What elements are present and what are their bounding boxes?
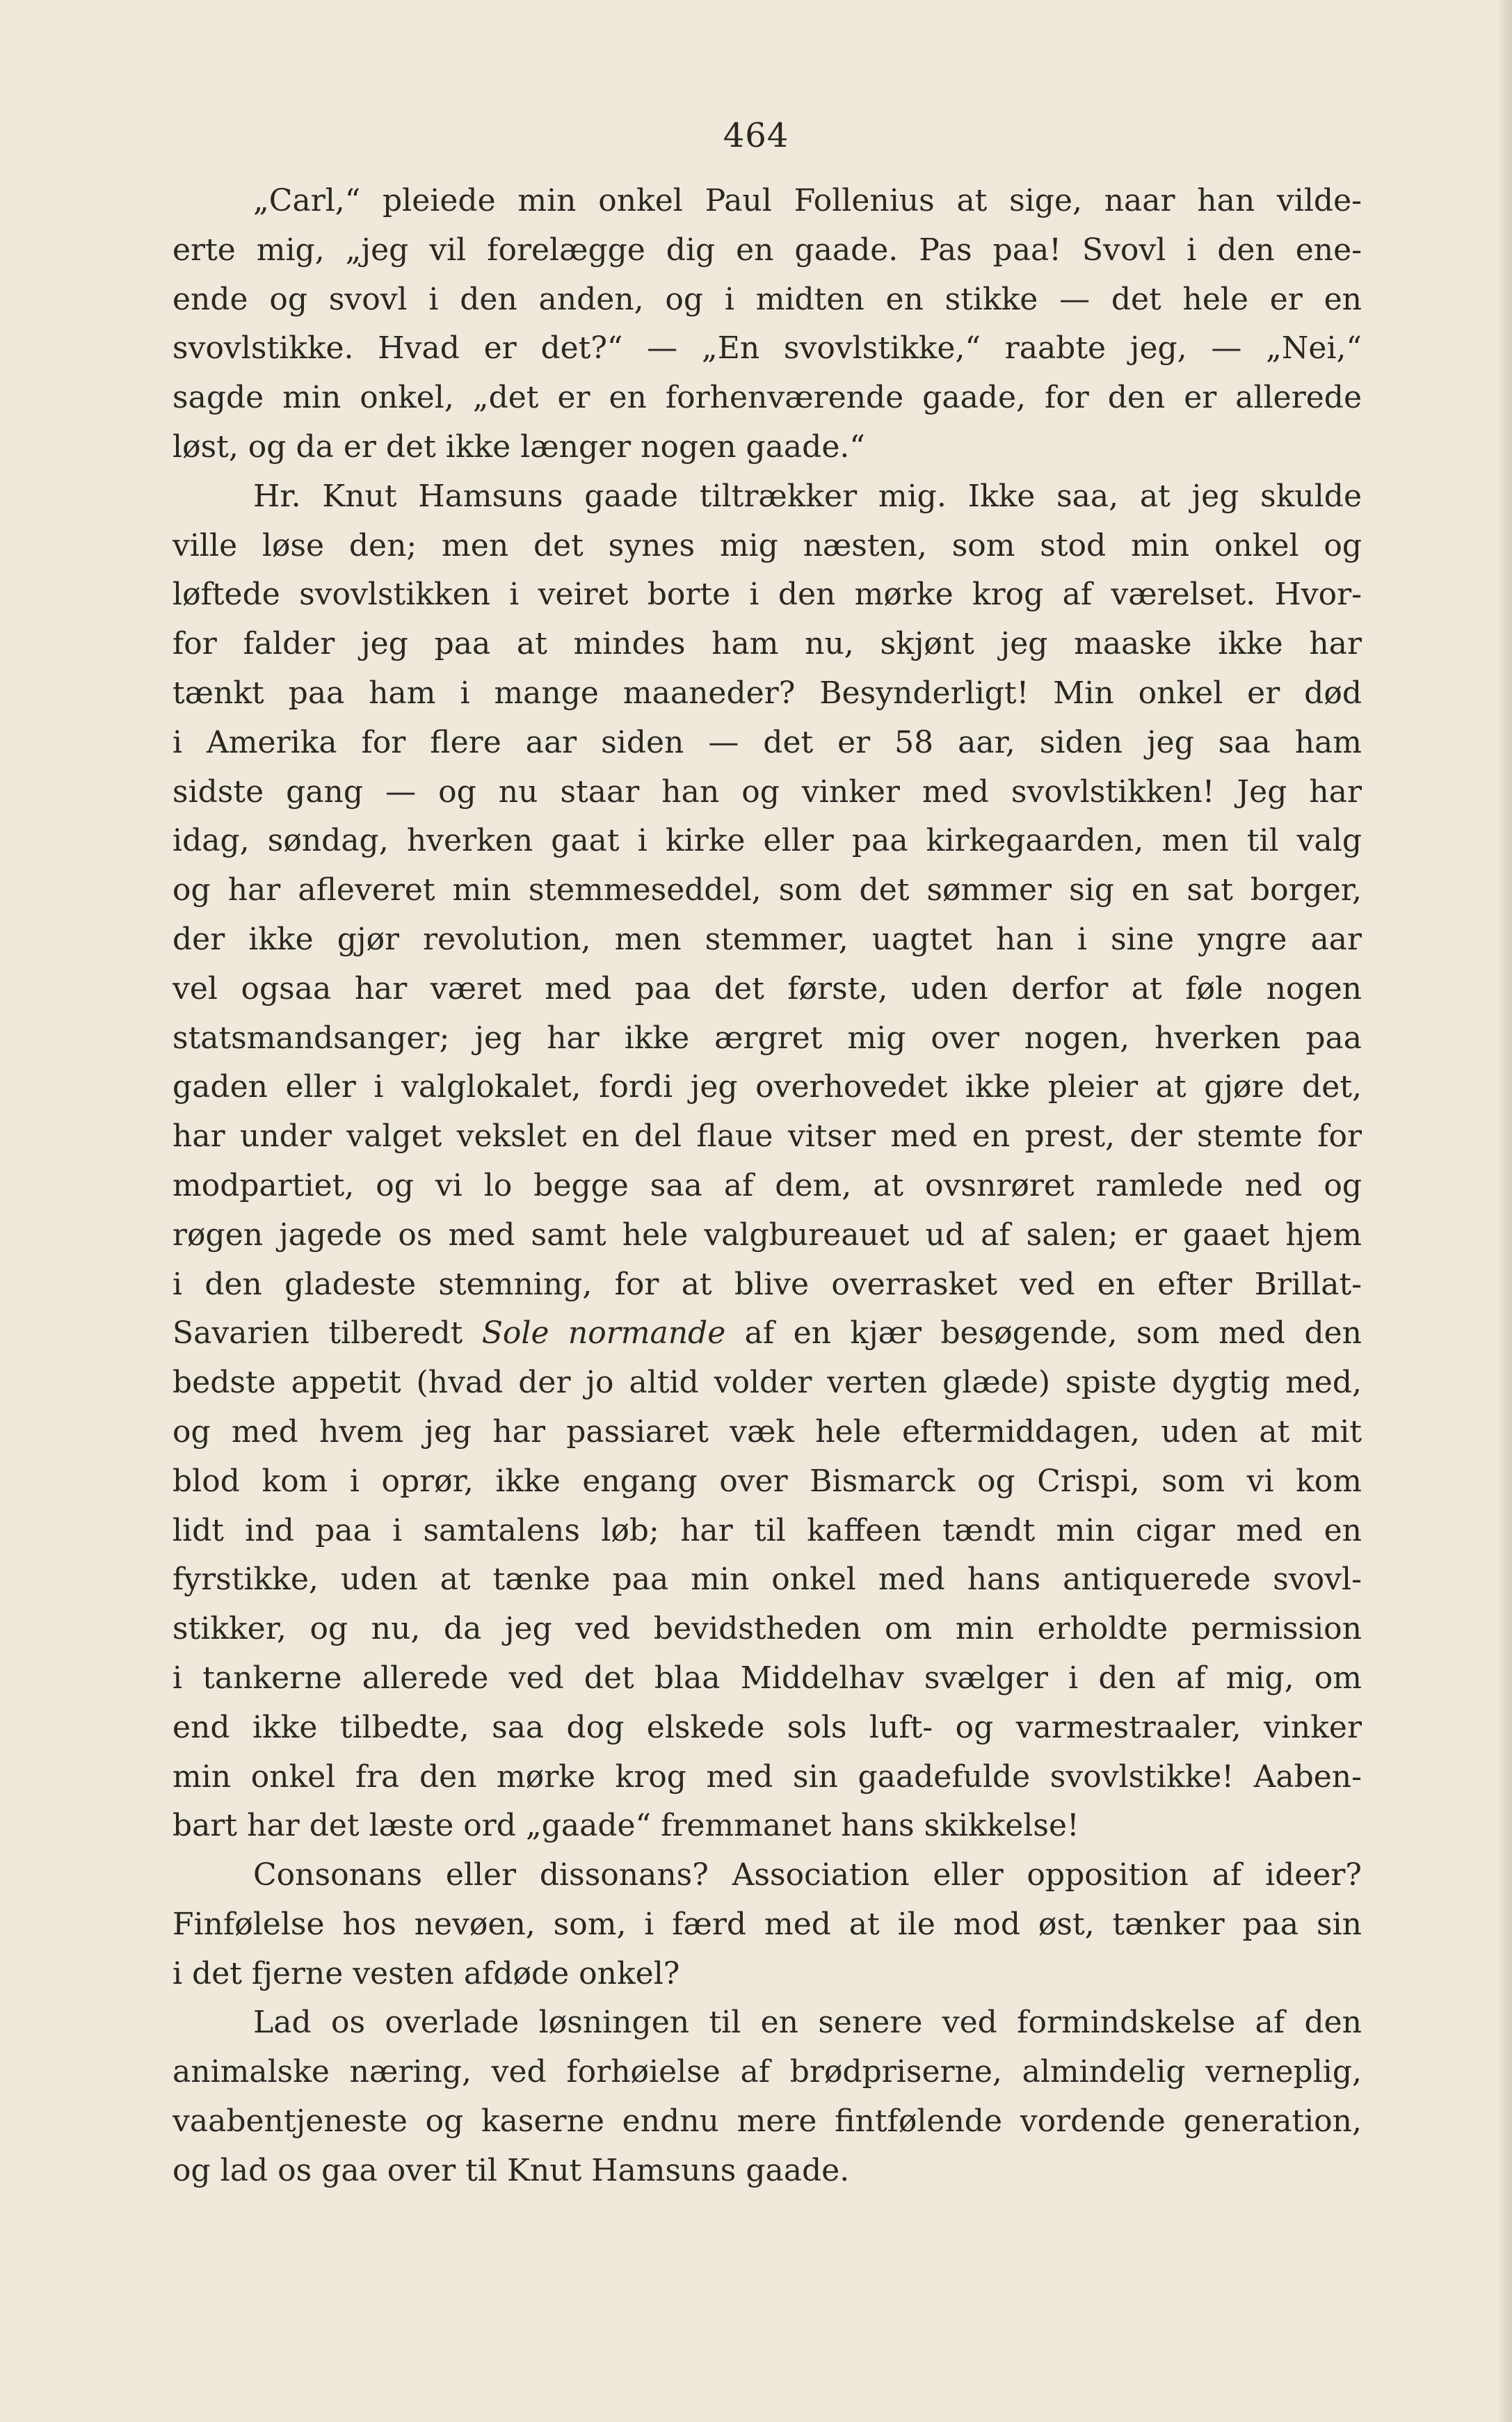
text-line: og lad os gaa over til Knut Hamsuns gaade. [172,2152,850,2188]
text-line [172,1309,1362,1358]
text-line: i Amerika for flere aar siden — det er 58 aar, siden jeg saa ham [172,724,1362,760]
text-line: for falder jeg paa at mindes ham nu, skjønt jeg maaske ikke har [172,626,1362,662]
text-line: ville løse den; men det synes mig næsten, som stod min onkel og [172,527,1362,563]
text-line: og har afleveret min stemmeseddel, som det sømmer sig en sat borger, [172,872,1362,908]
text-line: i det fjerne vesten afdøde onkel? [172,1955,680,1991]
text-line-segment: af en kjær besøgende, som med den [725,1315,1362,1352]
text-line: vel ogsaa har været med paa det første, uden derfor at føle nogen [172,970,1362,1007]
text-line: og med hvem jeg har passiaret væk hele eftermiddagen, uden at mit [172,1413,1362,1450]
text-line: animalske næring, ved forhøielse af brødpriserne, almindelig verneplig, [172,2054,1362,2090]
text-line: fyrstikke, uden at tænke paa min onkel med hans antiquerede svovl- [172,1562,1362,1598]
text-line: røgen jagede os med samt hele valgbureauet ud af salen; er gaaet hjem [172,1217,1362,1253]
text-line: Hr. Knut Hamsuns gaade tiltrækker mig. Ikke saa, at jeg skulde [253,478,1362,514]
text-line: bedste appetit (hvad der jo altid volder verten glæde) spiste dygtig med, [172,1365,1362,1401]
text-line: Finfølelse hos nevøen, som, i færd med at ile mod øst, tænker paa sin [172,1906,1362,1942]
text-line: idag, søndag, hverken gaat i kirke eller paa kirkegaarden, men til valg [172,823,1362,859]
page-number: 464 [723,116,789,155]
text-line: tænkt paa ham i mange maaneder? Besynderligt! Min onkel er død [172,675,1362,711]
italic-dish-name: Sole normande [481,1315,726,1352]
text-line: modpartiet, og vi lo begge saa af dem, at ovsnrøret ramlede ned og [172,1167,1362,1203]
text-line: løst, og da er det ikke længer nogen gaade.“ [172,428,865,465]
text-line: erte mig, „jeg vil forelægge dig en gaade. Pas paa! Svovl i den ene- [172,232,1362,268]
text-line: løftede svovlstikken i veiret borte i den mørke krog af værelset. Hvor- [172,577,1362,613]
text-line: statsmandsanger; jeg har ikke ærgret mig over nogen, hverken paa [172,1020,1362,1056]
text-line: Lad os overlade løsningen til en senere ved formindskelse af den [253,2005,1362,2041]
text-line: lidt ind paa i samtalens løb; har til kaffeen tændt min cigar med en [172,1512,1362,1548]
text-line: sagde min onkel, „det er en forhenværende gaade, for den er allerede [172,380,1362,416]
text-line: end ikke tilbedte, saa dog elskede sols luft- og varmestraaler, vinker [172,1709,1362,1745]
text-line: „Carl,“ pleiede min onkel Paul Follenius at sige, naar han vilde- [253,183,1362,218]
text-line: Consonans eller dissonans? Association eller opposition af ideer? [253,1857,1362,1893]
text-line: blod kom i oprør, ikke engang over Bismarck og Crispi, som vi kom [172,1463,1362,1499]
text-line: stikker, og nu, da jeg ved bevidstheden om min erholdte permission [172,1611,1362,1647]
text-line: bart har det læste ord „gaade“ fremmanet hans skikkelse! [172,1808,1079,1844]
body-text [172,177,1362,2196]
text-line: der ikke gjør revolution, men stemmer, uagtet han i sine yngre aar [172,921,1362,957]
page-edge [1499,0,1512,2422]
text-line: sidste gang — og nu staar han og vinker med svovlstikken! Jeg har [172,773,1362,810]
text-line: min onkel fra den mørke krog med sin gaadefulde svovlstikke! Aaben- [172,1758,1362,1795]
text-line: i tankerne allerede ved det blaa Middelhav svælger i den af mig, om [172,1660,1362,1696]
text-line: i den gladeste stemning, for at blive overrasket ved en efter Brillat- [172,1266,1362,1302]
text-line: vaabentjeneste og kaserne endnu mere fintfølende vordende generation, [172,2103,1362,2140]
text-line: ende og svovl i den anden, og i midten en stikke — det hele er en [172,281,1362,317]
text-line: har under valget vekslet en del flaue vitser med en prest, der stemte for [172,1118,1362,1155]
text-line-segment: Savarien tilberedt [172,1315,482,1352]
text-line: gaden eller i valglokalet, fordi jeg overhovedet ikke pleier at gjøre det, [172,1069,1362,1105]
text-line: svovlstikke. Hvad er det?“ — „En svovlstikke,“ raabte jeg, — „Nei,“ [172,330,1362,367]
